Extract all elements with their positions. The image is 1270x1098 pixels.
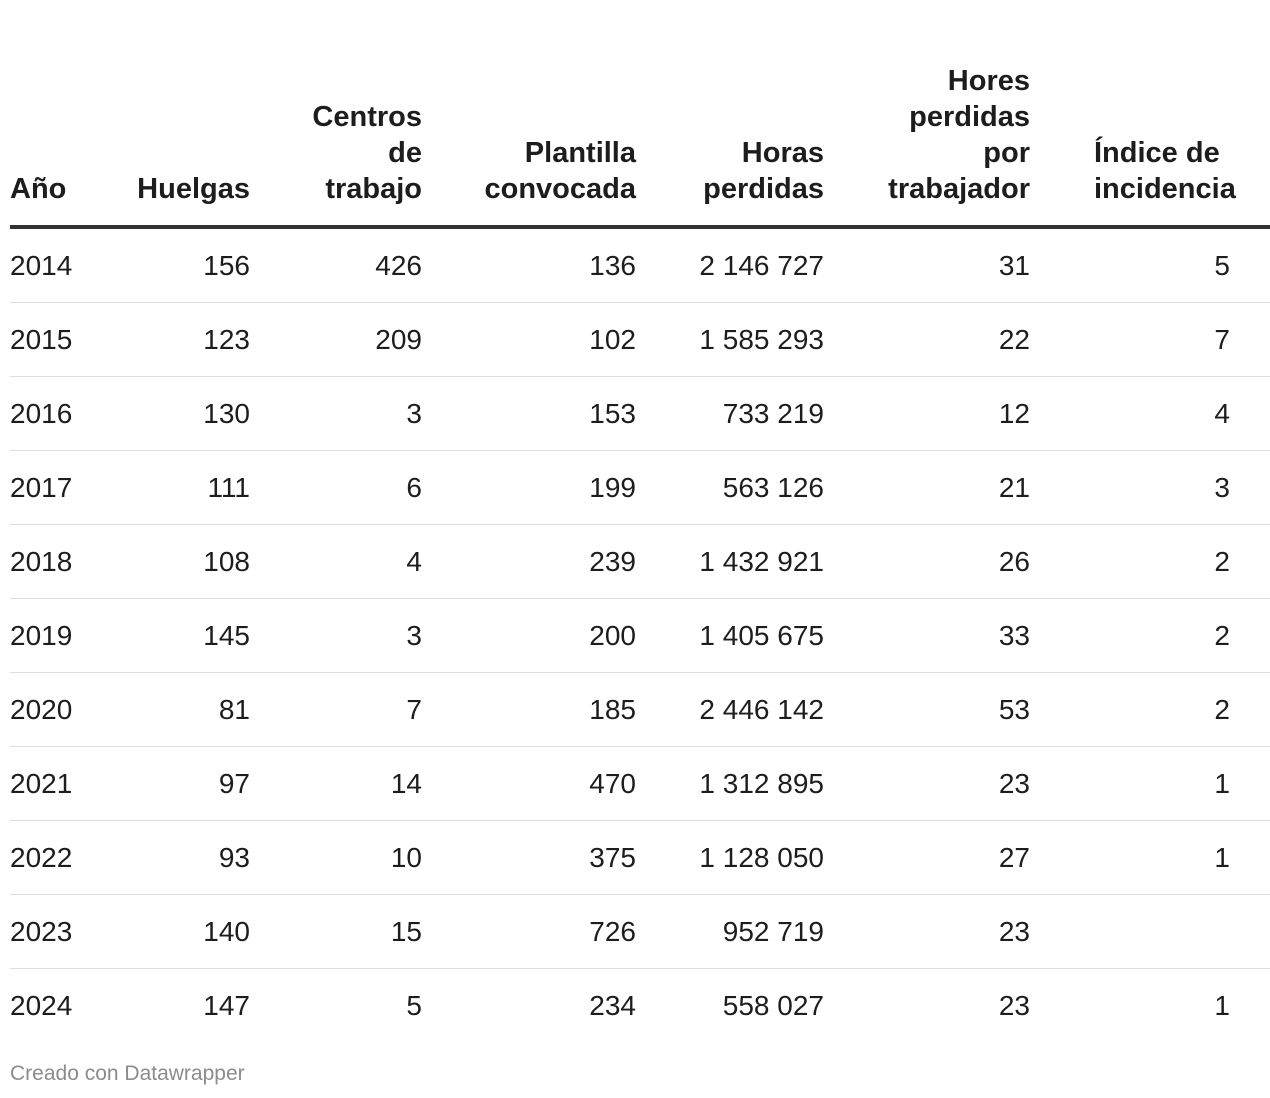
cell-huelgas: 145 <box>100 599 250 673</box>
cell-hores-trabajador: 22 <box>824 303 1030 377</box>
cell-hores-trabajador: 26 <box>824 525 1030 599</box>
cell-centros: 14 <box>250 747 422 821</box>
cell-plantilla: 234 <box>589 989 636 1021</box>
cell-plantilla: 375 <box>422 821 636 895</box>
cell-indice: 1 <box>1030 821 1270 895</box>
cell-year: 2021 <box>10 747 100 821</box>
cell-huelgas: 130 <box>100 377 250 451</box>
cell-horas: 2 446 142 <box>636 673 824 747</box>
cell-year: 2018 <box>10 525 100 599</box>
table-row <box>10 227 1270 303</box>
cell-centros: 4 <box>250 525 422 599</box>
cell-year: 2024 <box>10 989 73 1021</box>
table-row <box>10 377 1270 451</box>
cell-huelgas: 156 <box>100 227 250 303</box>
cell-hores-trabajador: 31 <box>824 227 1030 303</box>
cell-huelgas: 111 <box>100 451 250 525</box>
cell-plantilla: 153 <box>422 377 636 451</box>
data-table <box>10 0 1270 1042</box>
cell-hores-trabajador: 21 <box>824 451 1030 525</box>
cell-horas: 563 126 <box>636 451 824 525</box>
cell-plantilla: 200 <box>422 599 636 673</box>
cell-centros: 426 <box>250 227 422 303</box>
table-row <box>10 599 1270 673</box>
cell-indice: 1 <box>1030 747 1270 821</box>
cell-horas: 1 312 895 <box>636 747 824 821</box>
cell-huelgas: 147 <box>203 989 250 1021</box>
cell-indice: 2 <box>1030 599 1270 673</box>
cell-indice: 3 <box>1030 451 1270 525</box>
cell-hores-trabajador: 53 <box>824 673 1030 747</box>
cell-horas: 1 432 921 <box>636 525 824 599</box>
cell-plantilla: 102 <box>422 303 636 377</box>
column-header-plantilla[interactable]: Plantilla convocada <box>422 0 636 227</box>
cell-plantilla: 199 <box>422 451 636 525</box>
cell-indice: 2 <box>1030 525 1270 599</box>
table-row <box>10 673 1270 747</box>
cell-centros: 3 <box>250 599 422 673</box>
cell-indice <box>1030 895 1270 969</box>
cell-centros: 10 <box>250 821 422 895</box>
table-row <box>10 895 1270 969</box>
column-header-huelgas[interactable]: Huelgas <box>100 0 250 227</box>
table-body <box>10 227 1270 1042</box>
cell-plantilla: 726 <box>422 895 636 969</box>
cell-hores-trabajador: 12 <box>824 377 1030 451</box>
cell-horas: 1 405 675 <box>636 599 824 673</box>
cell-plantilla: 185 <box>422 673 636 747</box>
table-row <box>10 525 1270 599</box>
cell-hores-trabajador: 23 <box>824 895 1030 969</box>
cell-hores-trabajador: 27 <box>824 821 1030 895</box>
cell-year: 2017 <box>10 451 100 525</box>
column-header-centros[interactable]: Centros de trabajo <box>250 0 422 227</box>
cell-year: 2015 <box>10 303 100 377</box>
cell-hores-trabajador: 33 <box>824 599 1030 673</box>
column-header-year[interactable]: Año <box>10 0 100 227</box>
cell-hores-trabajador: 23 <box>824 747 1030 821</box>
cell-huelgas: 81 <box>100 673 250 747</box>
cell-year: 2020 <box>10 673 100 747</box>
cell-huelgas: 97 <box>100 747 250 821</box>
cell-huelgas: 140 <box>100 895 250 969</box>
cell-indice: 1 <box>1214 989 1230 1021</box>
column-header-horas[interactable]: Horas perdidas <box>636 0 824 227</box>
cell-indice: 5 <box>1030 227 1270 303</box>
table-header-row <box>10 0 1270 227</box>
cell-plantilla: 136 <box>422 227 636 303</box>
cell-centros: 15 <box>250 895 422 969</box>
cell-horas: 952 719 <box>636 895 824 969</box>
data-table-container <box>10 0 1236 1021</box>
cell-horas: 1 128 050 <box>636 821 824 895</box>
cell-year: 2016 <box>10 377 100 451</box>
table-row <box>10 303 1270 377</box>
table-row <box>10 969 1270 1043</box>
footer-credit[interactable]: Creado con Datawrapper <box>10 1062 245 1085</box>
cell-horas: 558 027 <box>722 989 824 1021</box>
cell-centros: 209 <box>250 303 422 377</box>
cell-huelgas: 108 <box>100 525 250 599</box>
cell-year: 2019 <box>10 599 100 673</box>
cell-horas: 733 219 <box>636 377 824 451</box>
cell-centros: 5 <box>406 989 422 1021</box>
cell-indice: 2 <box>1030 673 1270 747</box>
table-row <box>10 451 1270 525</box>
cell-horas: 1 585 293 <box>636 303 824 377</box>
cell-year: 2022 <box>10 821 100 895</box>
cell-plantilla: 239 <box>422 525 636 599</box>
cell-indice: 4 <box>1030 377 1270 451</box>
cell-year: 2023 <box>10 895 100 969</box>
cell-centros: 3 <box>250 377 422 451</box>
column-header-hores-trabajador[interactable]: Hores perdidas por trabajador <box>824 0 1030 227</box>
cell-centros: 6 <box>250 451 422 525</box>
cell-huelgas: 123 <box>100 303 250 377</box>
cell-centros: 7 <box>250 673 422 747</box>
cell-horas: 2 146 727 <box>636 227 824 303</box>
cell-huelgas: 93 <box>100 821 250 895</box>
table-row <box>10 747 1270 821</box>
cell-indice: 7 <box>1030 303 1270 377</box>
table-row <box>10 821 1270 895</box>
cell-hores-trabajador: 23 <box>998 989 1030 1021</box>
cell-year: 2014 <box>10 227 100 303</box>
column-header-indice[interactable]: Índice de incidencia <box>1030 0 1270 227</box>
cell-plantilla: 470 <box>422 747 636 821</box>
